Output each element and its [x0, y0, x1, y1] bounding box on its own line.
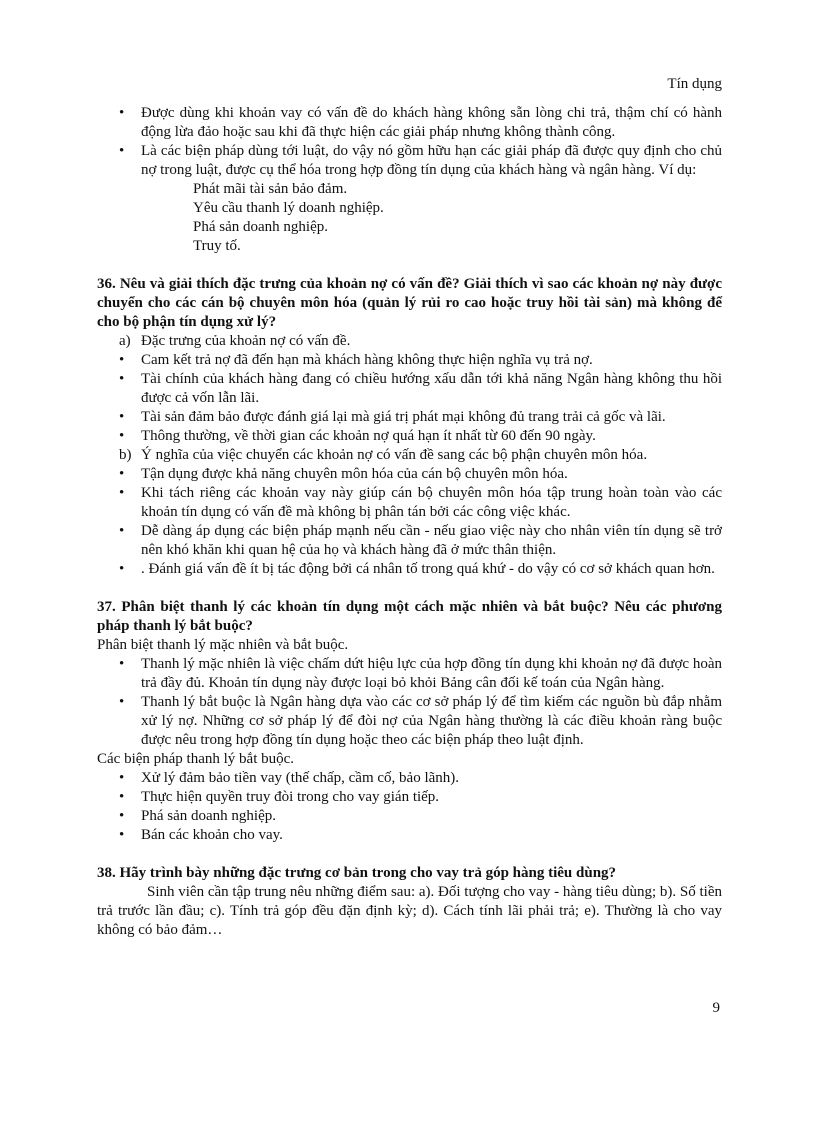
list-item: • Bán các khoản cho vay. [97, 826, 722, 845]
list-item: • Dễ dàng áp dụng các biện pháp mạnh nếu cần - nếu giao việc này cho nhân viên tín dụng sẽ trở nên khó khăn khi quan hệ của họ và khách hàng đã ở mức thân thiện. [97, 522, 722, 560]
section-a [97, 332, 722, 351]
list-item: • Cam kết trả nợ đã đến hạn mà khách hàng không thực hiện nghĩa vụ trả nợ. [97, 351, 722, 370]
list-item: • Tài sản đảm bảo được đánh giá lại mà giá trị phát mại không đủ trang trải cả gốc và lãi. [97, 408, 722, 427]
list-item: • Tận dụng được khả năng chuyên môn hóa của cán bộ chuyên môn hóa. [97, 465, 722, 484]
question-38-title: 38. Hãy trình bày những đặc trưng cơ bản trong cho vay trả góp hàng tiêu dùng? [97, 865, 617, 881]
page-header: Tín dụng [667, 76, 722, 92]
q37-intro-2: Các biện pháp thanh lý bắt buộc. [97, 751, 295, 767]
section-b-marker: b) [119, 447, 132, 463]
list-item: • . Đánh giá vấn đề ít bị tác động bởi cá nhân tố trong quá khứ - do vậy có cơ sở khách quan hơn. [97, 560, 722, 579]
section-a-text: Đặc trưng của khoản nợ có vấn đề. [141, 333, 351, 349]
example-item: Phá sản doanh nghiệp. [193, 219, 328, 235]
list-item: • Là các biện pháp dùng tới luật, do vậy nó gồm hữu hạn các giải pháp đã được quy định cho chủ nợ trong luật, được cụ thể hóa trong hợp đồng tín dụng của khách hàng và ngân hàng. Ví dụ: [97, 142, 722, 180]
list-item: • Khi tách riêng các khoản vay này giúp cán bộ chuyên môn hóa tập trung hoàn toàn vào các khoản tín dụng có vấn đề mà không bị phân tán bởi các công việc khác. [97, 484, 722, 522]
question-37-title: 37. Phân biệt thanh lý các khoản tín dụng một cách mặc nhiên và bắt buộc? Nêu các phương pháp thanh lý bắt buộc? [97, 599, 722, 634]
list-item: • Thông thường, về thời gian các khoản nợ quá hạn ít nhất từ 60 đến 90 ngày. [97, 427, 722, 446]
page-number: 9 [712, 1000, 720, 1016]
section-b [97, 446, 722, 465]
example-item: Yêu cầu thanh lý doanh nghiệp. [193, 200, 384, 216]
section-b-text: Ý nghĩa của việc chuyển các khoản nợ có vấn đề sang các bộ phận chuyên môn hóa. [141, 447, 648, 463]
list-item: • Được dùng khi khoản vay có vấn đề do khách hàng không sẵn lòng chi trả, thậm chí có hành động lừa đảo hoặc sau khi đã thực hiện các giải pháp nhưng không thành công. [97, 104, 722, 142]
section-a-marker: a) [119, 333, 131, 349]
question-36-title: 36. Nêu và giải thích đặc trưng của khoản nợ có vấn đề? Giải thích vì sao các khoản nợ này được chuyển cho các cán bộ chuyên môn hóa (quản lý rủi ro cao hoặc truy hồi tài sản) mà không để cho bộ phận tín dụng xử lý? [97, 276, 722, 330]
list-item: • Phá sản doanh nghiệp. [97, 807, 722, 826]
example-item: Truy tố. [193, 238, 241, 254]
list-item: • Thanh lý mặc nhiên là việc chấm dứt hiệu lực của hợp đồng tín dụng khi khoản nợ đã được hoàn trả đầy đủ. Khoản tín dụng này được loại bỏ khỏi Bảng cân đối kế toán của Ngân hàng. [97, 655, 722, 693]
example-item: Phát mãi tài sản bảo đảm. [193, 181, 348, 197]
q37-intro-1: Phân biệt thanh lý mặc nhiên và bắt buộc. [97, 637, 349, 653]
document-body [97, 104, 722, 940]
list-item: • Tài chính của khách hàng đang có chiều hướng xấu dẫn tới khả năng Ngân hàng không thu hồi được cả vốn lẫn lãi. [97, 370, 722, 408]
list-item: • Xử lý đảm bảo tiền vay (thế chấp, cầm cố, bảo lãnh). [97, 769, 722, 788]
q38-body: Sinh viên cần tập trung nêu những điểm sau: a). Đối tượng cho vay - hàng tiêu dùng; b). Số tiền trả trước lần đầu; c). Tính trả góp đều đặn định kỳ; d). Cách tính lãi phải trả; e). Thường là cho vay không có bảo đảm… [97, 884, 722, 938]
list-item: • Thanh lý bắt buộc là Ngân hàng dựa vào các cơ sở pháp lý để tìm kiếm các nguồn bù đắp nhằm xử lý nợ. Những cơ sở pháp lý để đòi nợ của Ngân hàng thường là các điều khoản ràng buộc được nêu trong hợp đồng tín dụng hoặc theo các biện pháp theo luật định. [97, 693, 722, 750]
list-item: • Thực hiện quyền truy đòi trong cho vay gián tiếp. [97, 788, 722, 807]
